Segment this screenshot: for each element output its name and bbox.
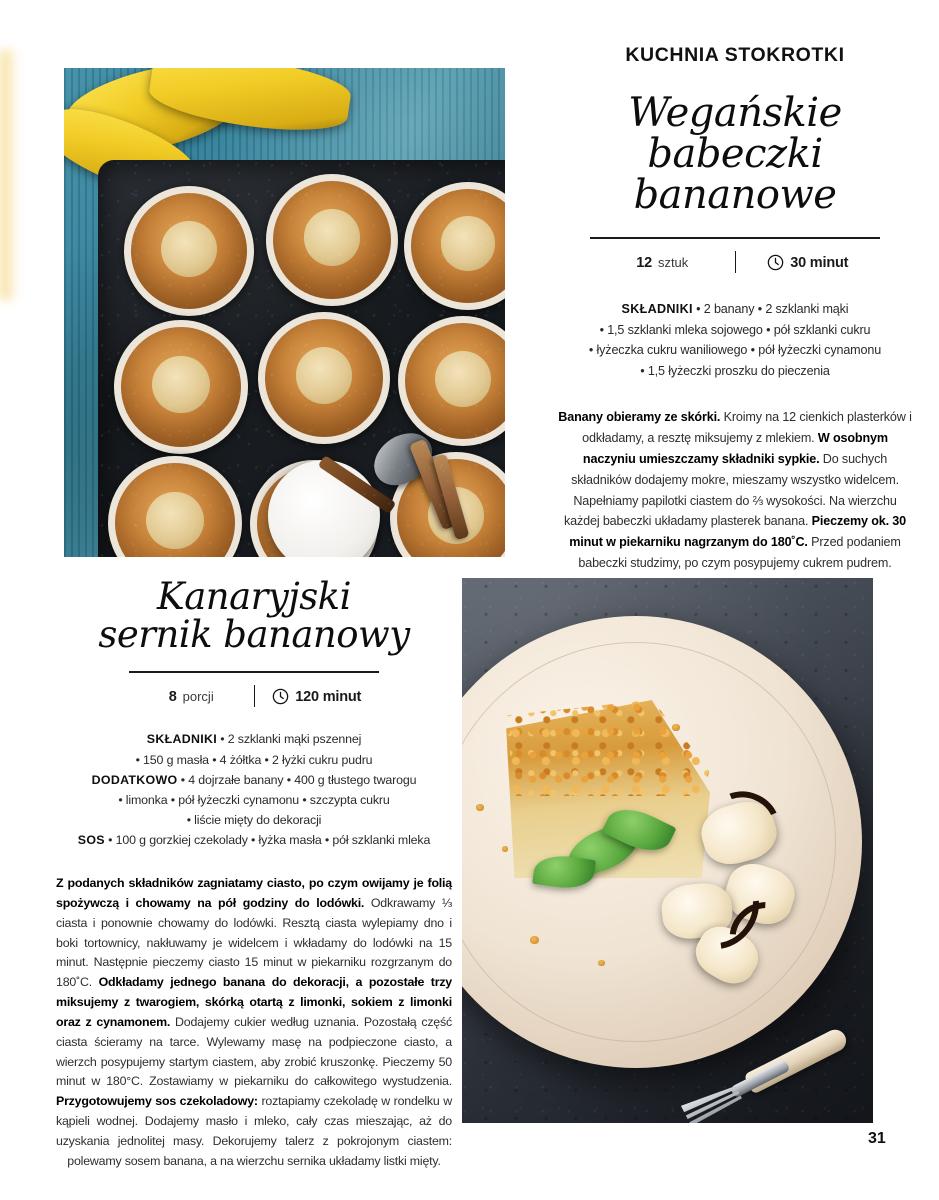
spoon-handle bbox=[318, 455, 397, 514]
recipe-meta bbox=[590, 237, 880, 273]
page-edge-bleed bbox=[0, 50, 18, 300]
muffin bbox=[124, 186, 254, 316]
cinnamon-stick bbox=[409, 439, 459, 531]
section-kicker: KUCHNIA STOKROTKI bbox=[625, 44, 845, 66]
recipe-title-line: babeczki bbox=[647, 130, 823, 177]
extras-line: • 4 dojrzałe banany • 400 g tłustego twarogu bbox=[180, 772, 417, 787]
step-bold: Odkładamy jednego banana do dekoracji, a pozostałe trzy miksujemy z twarogiem, skórką otartą z limonki, sokiem z limonki oraz z cynamonem. bbox=[56, 975, 452, 1029]
recipe-title-line: Kanaryjski bbox=[157, 575, 351, 618]
step-text: Dodajemy cukier według uznania. Pozostałą część ciasta ścieramy na tarce. Wylewamy masę na podpieczone ciasto, a wierzch posypujemy startym ciastem, aby zrobić kruszonkę. Pieczemy 50 minut w 180°C. Zostawiamy w piekarniku do całkowitego wystudzenia. bbox=[56, 1014, 452, 1089]
step-bold: Banany obieramy ze skórki. bbox=[558, 409, 721, 424]
clock-icon bbox=[272, 688, 289, 705]
step-text: Odkrawamy ⅓ ciasta i ponownie chowamy do lodówki. Resztą ciasta wylepiamy dno i boki tortownicy, nakłuwamy je widelcem i wkładamy do lodówki na 15 minut. Następnie pieczemy ciasto 15 minut w piekarniku rozgrzanym do 180˚C. bbox=[56, 895, 452, 990]
ingredients-line: • 2 szklanki mąki pszennej bbox=[220, 732, 362, 747]
muffin bbox=[390, 452, 505, 557]
step-text: Kroimy na 12 cienkich plasterków i odkładamy, a resztę miksujemy z mlekiem. bbox=[582, 409, 912, 445]
banana-cheesecake-photo bbox=[462, 578, 873, 1123]
sauce-label: SOS bbox=[77, 832, 105, 847]
muffin bbox=[398, 316, 505, 446]
recipe-title bbox=[545, 90, 925, 218]
crumb bbox=[530, 936, 539, 944]
ingredients-label: SKŁADNIKI bbox=[146, 732, 217, 747]
recipe-title bbox=[52, 575, 456, 656]
crumb bbox=[502, 846, 508, 852]
step-bold: W osobnym naczyniu umieszczamy składniki sypkie. bbox=[582, 430, 888, 466]
crumb bbox=[476, 804, 484, 811]
muffin bbox=[114, 320, 248, 454]
step-bold: Pieczemy ok. 30 minut w piekarniku nagrzanym do 180˚C. bbox=[569, 514, 907, 550]
time-label: 30 minut bbox=[790, 254, 849, 271]
step-text: roztapiamy czekoladę w rondelku w kąpieli wodnej. Dodajemy masło i mleko, cały czas mieszając, aż do uzyskania jednolitej masy. Dekorujemy talerz z pokrojonym ciastem: polewamy sosem banana, a na wierzchu sernika układamy listki mięty. bbox=[56, 1094, 452, 1168]
extras-group bbox=[56, 770, 452, 790]
yield-unit: porcji bbox=[182, 689, 214, 705]
time-label: 120 minut bbox=[295, 688, 362, 705]
clock-icon bbox=[767, 254, 784, 271]
crumb bbox=[672, 724, 680, 731]
recipe-yield bbox=[590, 251, 736, 273]
yield-unit: sztuk bbox=[657, 255, 689, 271]
vegan-banana-muffins-photo bbox=[64, 68, 505, 557]
recipe-canarian-banana-cheesecake bbox=[52, 575, 456, 1172]
recipe-title-line: bananowe bbox=[633, 171, 837, 218]
recipe-time bbox=[736, 250, 881, 273]
muffin bbox=[108, 456, 242, 557]
recipe-time bbox=[255, 684, 380, 707]
milk-cup bbox=[268, 460, 380, 557]
step-text: Przed podaniem babeczki studzimy, po czym posypujemy cukrem pudrem. bbox=[578, 535, 901, 571]
recipe-vegan-banana-muffins bbox=[545, 44, 925, 574]
preparation-steps bbox=[56, 874, 452, 1172]
spoon bbox=[364, 423, 441, 496]
preparation-steps bbox=[555, 407, 915, 574]
yield-number: 8 bbox=[168, 688, 177, 705]
ingredients-line: • 1,5 szklanki mleka sojowego • pół szklanki cukru bbox=[599, 322, 871, 337]
recipe-title-line: Wegańskie bbox=[628, 90, 842, 136]
ingredients-line: • 2 banany • 2 szklanki mąki bbox=[696, 302, 849, 317]
muffin bbox=[404, 182, 505, 310]
ingredients-list bbox=[558, 299, 912, 381]
sauce-group bbox=[56, 830, 452, 850]
step-bold: Z podanych składników zagniatamy ciasto, po czym owijamy je folią spożywczą i chowamy na pół godziny do lodówki. bbox=[56, 876, 452, 910]
recipe-title-line: sernik bananowy bbox=[98, 612, 410, 656]
page-number: 31 bbox=[868, 1130, 886, 1147]
crumb bbox=[598, 960, 605, 966]
muffin bbox=[266, 174, 398, 306]
sauce-line: • 100 g gorzkiej czekolady • łyżka masła • pół szklanki mleka bbox=[108, 832, 431, 847]
ingredients-label: SKŁADNIKI bbox=[621, 302, 693, 317]
step-bold: Przygotowujemy sos czekoladowy: bbox=[56, 1094, 258, 1109]
extras-label: DODATKOWO bbox=[91, 772, 178, 787]
recipe-yield bbox=[129, 685, 255, 707]
cinnamon-stick bbox=[432, 454, 469, 541]
yield-number: 12 bbox=[636, 254, 652, 271]
ingredients-line: • 1,5 łyżeczki proszku do pieczenia bbox=[640, 363, 830, 378]
muffin bbox=[250, 460, 378, 557]
step-text: Do suchych składników dodajemy mokre, mieszamy wszystko widelcem. Napełniamy papilotki ciastem do ⅔ wysokości. Na wierzchu każdej babeczki układamy plasterek banana. bbox=[563, 451, 899, 529]
recipe-meta bbox=[129, 671, 379, 707]
extras-line: • liście mięty do dekoracji bbox=[186, 812, 322, 827]
ingredients-list bbox=[56, 729, 452, 850]
ingredients-line: • 150 g masła • 4 żółtka • 2 łyżki cukru pudru bbox=[135, 752, 373, 767]
muffin bbox=[258, 312, 390, 444]
extras-line: • limonka • pół łyżeczki cynamonu • szczypta cukru bbox=[118, 792, 390, 807]
ingredients-line: • łyżeczka cukru waniliowego • pół łyżeczki cynamonu bbox=[588, 343, 882, 358]
baking-tray bbox=[98, 160, 505, 557]
